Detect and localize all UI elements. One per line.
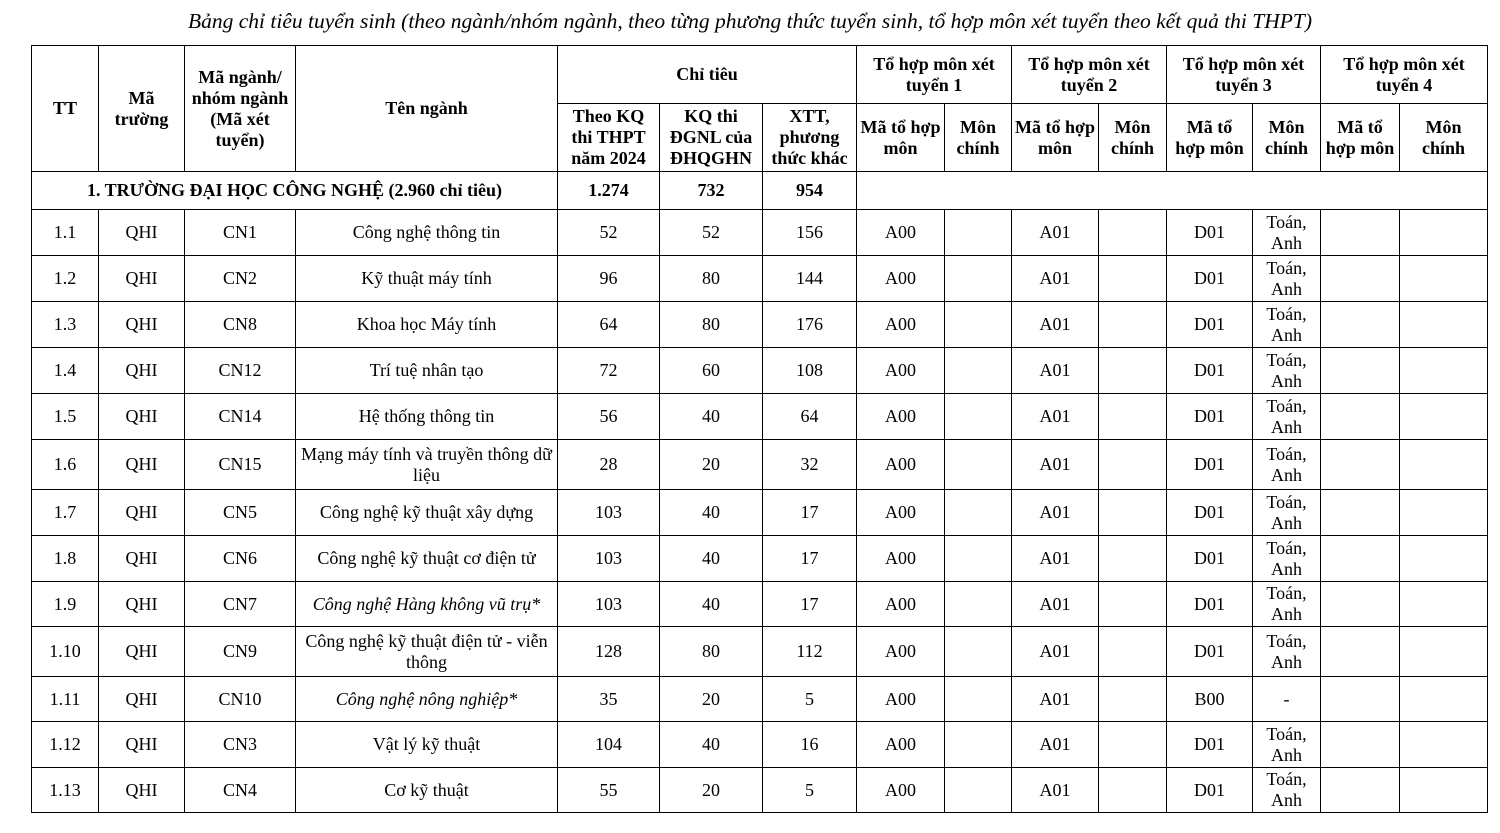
row-combo-2-main bbox=[1099, 582, 1167, 627]
row-major-code: CN7 bbox=[185, 582, 296, 627]
row-combo-3-code: D01 bbox=[1167, 302, 1253, 348]
row-combo-4-code bbox=[1321, 627, 1400, 677]
row-major-name: Công nghệ Hàng không vũ trụ* bbox=[296, 582, 558, 627]
row-dgnl-quota: 60 bbox=[660, 348, 763, 394]
table-row bbox=[32, 348, 1488, 394]
row-dgnl-quota: 20 bbox=[660, 768, 763, 813]
row-combo-1-main bbox=[945, 302, 1012, 348]
row-dgnl-quota: 40 bbox=[660, 536, 763, 582]
row-combo-1-code: A00 bbox=[857, 627, 945, 677]
row-combo-4-main bbox=[1400, 348, 1488, 394]
row-major-name: Khoa học Máy tính bbox=[296, 302, 558, 348]
row-combo-1-main bbox=[945, 394, 1012, 440]
row-combo-3-main: Toán, Anh bbox=[1253, 490, 1321, 536]
row-thpt-quota: 103 bbox=[558, 490, 660, 536]
row-combo-1-code: A00 bbox=[857, 536, 945, 582]
row-combo-4-main bbox=[1400, 768, 1488, 813]
row-combo-3-code: D01 bbox=[1167, 582, 1253, 627]
row-xtt-quota: 176 bbox=[763, 302, 857, 348]
row-combo-3-code: D01 bbox=[1167, 722, 1253, 768]
row-combo-2-code: A01 bbox=[1012, 582, 1099, 627]
header-ma-to-hop-2: Mã tổ hợp môn bbox=[1012, 104, 1099, 172]
table-body bbox=[32, 172, 1488, 813]
header-ten-nganh: Tên ngành bbox=[296, 46, 558, 172]
row-combo-1-code: A00 bbox=[857, 210, 945, 256]
row-combo-1-main bbox=[945, 768, 1012, 813]
row-combo-2-code: A01 bbox=[1012, 677, 1099, 722]
table-row bbox=[32, 722, 1488, 768]
row-thpt-quota: 72 bbox=[558, 348, 660, 394]
row-tt: 1.5 bbox=[32, 394, 99, 440]
row-major-code: CN5 bbox=[185, 490, 296, 536]
table-row bbox=[32, 582, 1488, 627]
row-school-code: QHI bbox=[99, 440, 185, 490]
row-combo-1-code: A00 bbox=[857, 256, 945, 302]
row-thpt-quota: 103 bbox=[558, 536, 660, 582]
row-combo-3-code: D01 bbox=[1167, 440, 1253, 490]
row-combo-3-code: D01 bbox=[1167, 394, 1253, 440]
row-combo-2-code: A01 bbox=[1012, 440, 1099, 490]
header-xtt: XTT, phương thức khác bbox=[763, 104, 857, 172]
row-school-code: QHI bbox=[99, 490, 185, 536]
row-combo-1-code: A00 bbox=[857, 768, 945, 813]
row-combo-2-main bbox=[1099, 440, 1167, 490]
row-major-code: CN4 bbox=[185, 768, 296, 813]
row-combo-1-main bbox=[945, 348, 1012, 394]
row-combo-3-main: Toán, Anh bbox=[1253, 627, 1321, 677]
row-major-name: Hệ thống thông tin bbox=[296, 394, 558, 440]
row-combo-1-main bbox=[945, 490, 1012, 536]
row-combo-3-main: Toán, Anh bbox=[1253, 394, 1321, 440]
row-major-code: CN12 bbox=[185, 348, 296, 394]
header-to-hop-3: Tổ hợp môn xét tuyển 3 bbox=[1167, 46, 1321, 104]
row-thpt-quota: 52 bbox=[558, 210, 660, 256]
row-combo-2-main bbox=[1099, 302, 1167, 348]
row-xtt-quota: 17 bbox=[763, 490, 857, 536]
row-dgnl-quota: 52 bbox=[660, 210, 763, 256]
row-major-name: Cơ kỹ thuật bbox=[296, 768, 558, 813]
row-combo-3-main: - bbox=[1253, 677, 1321, 722]
row-combo-2-main bbox=[1099, 256, 1167, 302]
row-combo-2-main bbox=[1099, 394, 1167, 440]
row-major-code: CN14 bbox=[185, 394, 296, 440]
row-school-code: QHI bbox=[99, 768, 185, 813]
row-school-code: QHI bbox=[99, 582, 185, 627]
row-combo-4-main bbox=[1400, 627, 1488, 677]
row-combo-4-code bbox=[1321, 302, 1400, 348]
header-to-hop-1: Tổ hợp môn xét tuyển 1 bbox=[857, 46, 1012, 104]
header-kq-dgnl: KQ thi ĐGNL của ĐHQGHN bbox=[660, 104, 763, 172]
row-combo-4-code bbox=[1321, 536, 1400, 582]
row-major-name: Công nghệ kỹ thuật cơ điện tử bbox=[296, 536, 558, 582]
row-major-code: CN6 bbox=[185, 536, 296, 582]
row-combo-2-code: A01 bbox=[1012, 302, 1099, 348]
row-combo-3-main: Toán, Anh bbox=[1253, 302, 1321, 348]
row-tt: 1.13 bbox=[32, 768, 99, 813]
row-xtt-quota: 16 bbox=[763, 722, 857, 768]
row-combo-4-main bbox=[1400, 536, 1488, 582]
row-combo-4-main bbox=[1400, 394, 1488, 440]
row-combo-1-code: A00 bbox=[857, 490, 945, 536]
row-combo-3-code: D01 bbox=[1167, 536, 1253, 582]
row-school-code: QHI bbox=[99, 536, 185, 582]
row-combo-3-code: B00 bbox=[1167, 677, 1253, 722]
row-combo-3-main: Toán, Anh bbox=[1253, 210, 1321, 256]
row-combo-4-code bbox=[1321, 582, 1400, 627]
row-combo-1-code: A00 bbox=[857, 582, 945, 627]
row-tt: 1.3 bbox=[32, 302, 99, 348]
row-combo-4-main bbox=[1400, 677, 1488, 722]
row-combo-2-main bbox=[1099, 768, 1167, 813]
row-thpt-quota: 64 bbox=[558, 302, 660, 348]
row-tt: 1.9 bbox=[32, 582, 99, 627]
row-combo-3-main: Toán, Anh bbox=[1253, 256, 1321, 302]
header-ma-truong: Mã trường bbox=[99, 46, 185, 172]
row-major-name: Vật lý kỹ thuật bbox=[296, 722, 558, 768]
table-row bbox=[32, 394, 1488, 440]
table-caption: Bảng chỉ tiêu tuyển sinh (theo ngành/nhóm ngành, theo từng phương thức tuyển sinh, tổ hợp môn xét tuyển theo kết quả thi THPT) bbox=[188, 9, 1312, 33]
row-dgnl-quota: 20 bbox=[660, 440, 763, 490]
header-mon-chinh-4: Môn chính bbox=[1400, 104, 1488, 172]
row-combo-4-main bbox=[1400, 490, 1488, 536]
row-major-name: Công nghệ kỹ thuật xây dựng bbox=[296, 490, 558, 536]
row-school-code: QHI bbox=[99, 722, 185, 768]
row-combo-4-main bbox=[1400, 210, 1488, 256]
row-combo-1-main bbox=[945, 210, 1012, 256]
row-combo-3-code: D01 bbox=[1167, 210, 1253, 256]
row-combo-2-main bbox=[1099, 536, 1167, 582]
row-combo-4-code bbox=[1321, 256, 1400, 302]
row-combo-4-main bbox=[1400, 302, 1488, 348]
row-xtt-quota: 156 bbox=[763, 210, 857, 256]
row-combo-1-code: A00 bbox=[857, 722, 945, 768]
row-school-code: QHI bbox=[99, 627, 185, 677]
table-row bbox=[32, 768, 1488, 813]
table-row bbox=[32, 627, 1488, 677]
row-tt: 1.12 bbox=[32, 722, 99, 768]
table-row bbox=[32, 302, 1488, 348]
row-combo-4-code bbox=[1321, 768, 1400, 813]
row-combo-3-main: Toán, Anh bbox=[1253, 722, 1321, 768]
row-tt: 1.8 bbox=[32, 536, 99, 582]
row-combo-4-main bbox=[1400, 440, 1488, 490]
row-xtt-quota: 112 bbox=[763, 627, 857, 677]
row-dgnl-quota: 80 bbox=[660, 256, 763, 302]
row-xtt-quota: 5 bbox=[763, 768, 857, 813]
row-dgnl-quota: 40 bbox=[660, 582, 763, 627]
row-major-name: Trí tuệ nhân tạo bbox=[296, 348, 558, 394]
row-dgnl-quota: 80 bbox=[660, 302, 763, 348]
row-combo-4-code bbox=[1321, 210, 1400, 256]
row-combo-3-main: Toán, Anh bbox=[1253, 582, 1321, 627]
row-combo-2-code: A01 bbox=[1012, 210, 1099, 256]
header-ma-nganh: Mã ngành/ nhóm ngành (Mã xét tuyển) bbox=[185, 46, 296, 172]
row-xtt-quota: 17 bbox=[763, 536, 857, 582]
row-combo-1-code: A00 bbox=[857, 677, 945, 722]
row-combo-1-code: A00 bbox=[857, 440, 945, 490]
header-to-hop-2: Tổ hợp môn xét tuyển 2 bbox=[1012, 46, 1167, 104]
row-major-code: CN2 bbox=[185, 256, 296, 302]
section-xtt-total: 954 bbox=[763, 172, 857, 210]
row-xtt-quota: 17 bbox=[763, 582, 857, 627]
row-xtt-quota: 108 bbox=[763, 348, 857, 394]
row-combo-3-code: D01 bbox=[1167, 768, 1253, 813]
row-major-code: CN9 bbox=[185, 627, 296, 677]
row-major-code: CN8 bbox=[185, 302, 296, 348]
row-thpt-quota: 104 bbox=[558, 722, 660, 768]
row-major-code: CN1 bbox=[185, 210, 296, 256]
row-xtt-quota: 144 bbox=[763, 256, 857, 302]
row-combo-1-code: A00 bbox=[857, 348, 945, 394]
header-mon-chinh-2: Môn chính bbox=[1099, 104, 1167, 172]
row-combo-3-code: D01 bbox=[1167, 256, 1253, 302]
header-chi-tieu: Chỉ tiêu bbox=[558, 46, 857, 104]
row-thpt-quota: 28 bbox=[558, 440, 660, 490]
row-combo-2-code: A01 bbox=[1012, 256, 1099, 302]
row-combo-4-code bbox=[1321, 677, 1400, 722]
row-xtt-quota: 32 bbox=[763, 440, 857, 490]
row-xtt-quota: 64 bbox=[763, 394, 857, 440]
section-label: 1. TRƯỜNG ĐẠI HỌC CÔNG NGHỆ (2.960 chỉ tiêu) bbox=[32, 172, 558, 210]
row-major-code: CN15 bbox=[185, 440, 296, 490]
row-thpt-quota: 96 bbox=[558, 256, 660, 302]
row-thpt-quota: 35 bbox=[558, 677, 660, 722]
row-combo-2-main bbox=[1099, 490, 1167, 536]
row-combo-4-code bbox=[1321, 440, 1400, 490]
section-empty bbox=[857, 172, 1488, 210]
header-mon-chinh-3: Môn chính bbox=[1253, 104, 1321, 172]
admission-quota-table bbox=[31, 45, 1488, 813]
row-combo-4-code bbox=[1321, 348, 1400, 394]
row-combo-2-code: A01 bbox=[1012, 722, 1099, 768]
row-combo-1-main bbox=[945, 440, 1012, 490]
row-major-name: Công nghệ nông nghiệp* bbox=[296, 677, 558, 722]
row-combo-1-main bbox=[945, 582, 1012, 627]
row-tt: 1.6 bbox=[32, 440, 99, 490]
row-school-code: QHI bbox=[99, 210, 185, 256]
row-major-code: CN3 bbox=[185, 722, 296, 768]
row-school-code: QHI bbox=[99, 394, 185, 440]
row-combo-4-code bbox=[1321, 394, 1400, 440]
row-combo-3-main: Toán, Anh bbox=[1253, 348, 1321, 394]
row-combo-2-code: A01 bbox=[1012, 627, 1099, 677]
section-dgnl-total: 732 bbox=[660, 172, 763, 210]
row-tt: 1.2 bbox=[32, 256, 99, 302]
row-dgnl-quota: 40 bbox=[660, 394, 763, 440]
row-combo-4-main bbox=[1400, 582, 1488, 627]
row-combo-3-code: D01 bbox=[1167, 627, 1253, 677]
row-major-code: CN10 bbox=[185, 677, 296, 722]
row-combo-2-code: A01 bbox=[1012, 348, 1099, 394]
table-row bbox=[32, 490, 1488, 536]
row-combo-2-main bbox=[1099, 348, 1167, 394]
row-tt: 1.10 bbox=[32, 627, 99, 677]
row-combo-3-code: D01 bbox=[1167, 348, 1253, 394]
header-to-hop-4: Tổ hợp môn xét tuyển 4 bbox=[1321, 46, 1488, 104]
table-header bbox=[32, 46, 1488, 172]
row-dgnl-quota: 40 bbox=[660, 490, 763, 536]
row-tt: 1.1 bbox=[32, 210, 99, 256]
row-school-code: QHI bbox=[99, 348, 185, 394]
row-combo-4-code bbox=[1321, 490, 1400, 536]
row-combo-4-main bbox=[1400, 722, 1488, 768]
row-combo-3-code: D01 bbox=[1167, 490, 1253, 536]
row-combo-2-code: A01 bbox=[1012, 490, 1099, 536]
row-combo-2-code: A01 bbox=[1012, 536, 1099, 582]
row-combo-2-main bbox=[1099, 722, 1167, 768]
header-theo-kq: Theo KQ thi THPT năm 2024 bbox=[558, 104, 660, 172]
table-row bbox=[32, 677, 1488, 722]
table-row bbox=[32, 536, 1488, 582]
section-thpt-total: 1.274 bbox=[558, 172, 660, 210]
header-ma-to-hop-4: Mã tổ hợp môn bbox=[1321, 104, 1400, 172]
row-dgnl-quota: 40 bbox=[660, 722, 763, 768]
row-combo-3-main: Toán, Anh bbox=[1253, 536, 1321, 582]
row-combo-2-code: A01 bbox=[1012, 394, 1099, 440]
header-mon-chinh-1: Môn chính bbox=[945, 104, 1012, 172]
row-xtt-quota: 5 bbox=[763, 677, 857, 722]
row-combo-3-main: Toán, Anh bbox=[1253, 440, 1321, 490]
table-row bbox=[32, 440, 1488, 490]
row-thpt-quota: 55 bbox=[558, 768, 660, 813]
row-major-name: Kỹ thuật máy tính bbox=[296, 256, 558, 302]
row-combo-1-main bbox=[945, 677, 1012, 722]
row-combo-1-main bbox=[945, 627, 1012, 677]
row-combo-4-main bbox=[1400, 256, 1488, 302]
row-combo-2-main bbox=[1099, 677, 1167, 722]
header-ma-to-hop-3: Mã tổ hợp môn bbox=[1167, 104, 1253, 172]
row-combo-1-main bbox=[945, 722, 1012, 768]
row-tt: 1.7 bbox=[32, 490, 99, 536]
row-combo-1-code: A00 bbox=[857, 302, 945, 348]
row-thpt-quota: 56 bbox=[558, 394, 660, 440]
section-row bbox=[32, 172, 1488, 210]
row-combo-4-code bbox=[1321, 722, 1400, 768]
row-combo-1-main bbox=[945, 536, 1012, 582]
row-thpt-quota: 128 bbox=[558, 627, 660, 677]
row-school-code: QHI bbox=[99, 256, 185, 302]
row-tt: 1.4 bbox=[32, 348, 99, 394]
row-thpt-quota: 103 bbox=[558, 582, 660, 627]
row-dgnl-quota: 80 bbox=[660, 627, 763, 677]
row-major-name: Công nghệ kỹ thuật điện tử - viễn thông bbox=[296, 627, 558, 677]
row-combo-2-main bbox=[1099, 210, 1167, 256]
table-row bbox=[32, 210, 1488, 256]
header-tt: TT bbox=[32, 46, 99, 172]
row-combo-3-main: Toán, Anh bbox=[1253, 768, 1321, 813]
row-school-code: QHI bbox=[99, 302, 185, 348]
row-combo-1-code: A00 bbox=[857, 394, 945, 440]
row-dgnl-quota: 20 bbox=[660, 677, 763, 722]
header-ma-to-hop-1: Mã tổ hợp môn bbox=[857, 104, 945, 172]
row-combo-1-main bbox=[945, 256, 1012, 302]
table-row bbox=[32, 256, 1488, 302]
row-tt: 1.11 bbox=[32, 677, 99, 722]
row-combo-2-main bbox=[1099, 627, 1167, 677]
row-combo-2-code: A01 bbox=[1012, 768, 1099, 813]
row-major-name: Công nghệ thông tin bbox=[296, 210, 558, 256]
row-major-name: Mạng máy tính và truyền thông dữ liệu bbox=[296, 440, 558, 490]
row-school-code: QHI bbox=[99, 677, 185, 722]
